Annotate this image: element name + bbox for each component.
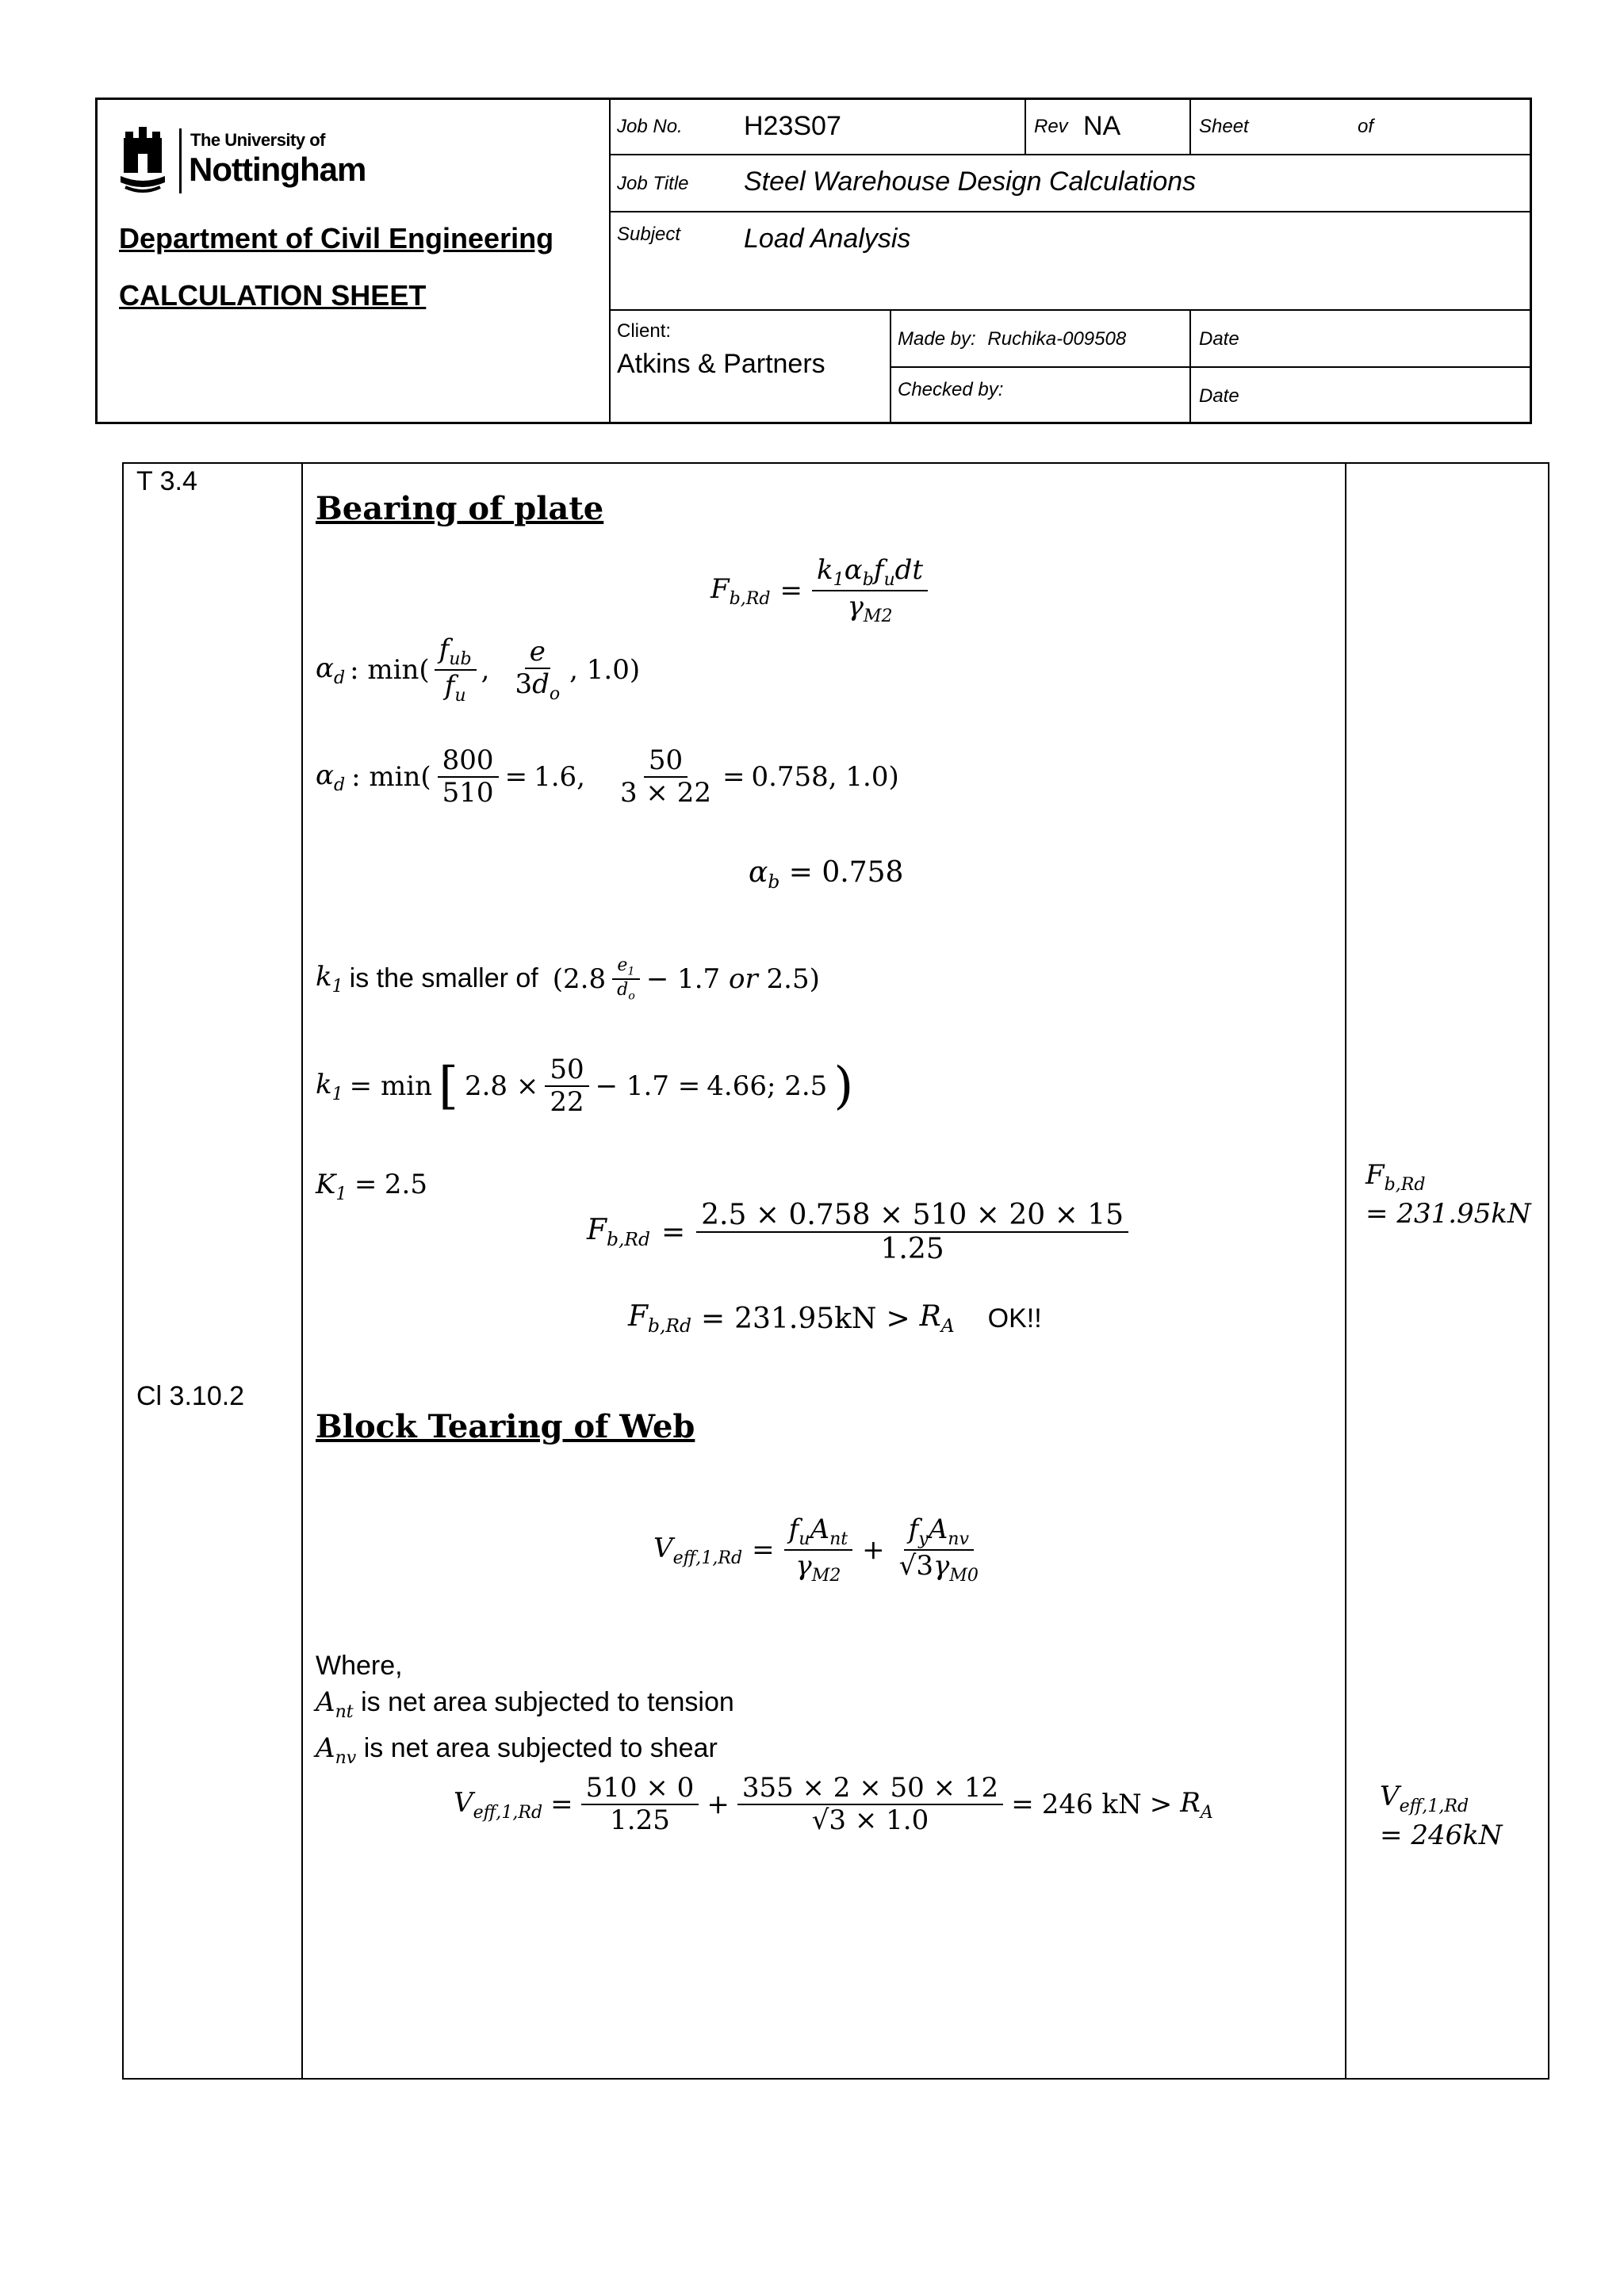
- sheet-label: Sheet: [1199, 116, 1249, 137]
- fbrd-result-line: $F_{b,Rd}$ = 231.95kN > $R_A$ OK!!: [628, 1300, 1042, 1337]
- date-label-2: Date: [1199, 385, 1239, 407]
- bearing-heading: Bearing of plate: [316, 490, 604, 527]
- client-value: Atkins & Partners: [617, 349, 825, 379]
- rev-value: NA: [1083, 111, 1121, 141]
- logo-divider: [179, 128, 182, 193]
- result-fbrd-value: 231.95kN: [1396, 1197, 1531, 1230]
- ok-label: OK!!: [987, 1303, 1042, 1334]
- job-no-value: H23S07: [744, 111, 841, 141]
- header-row-line-1: [609, 154, 1532, 155]
- ant-description: is net area subjected to tension: [361, 1687, 734, 1717]
- k1-definition: $k_1$ is the smaller of (2.8 $\frac{e_1}{d_o}$ − 1.7 or 2.5): [316, 955, 820, 1003]
- made-by-field: [898, 328, 1126, 350]
- K1-number: 2.5: [384, 1169, 427, 1200]
- result-fbrd: $F_{b,Rd}$ = 231.95kN: [1365, 1159, 1531, 1230]
- k1-min-result: 4.66; 2.5: [707, 1070, 828, 1103]
- header-col-rev: [1025, 98, 1026, 155]
- alpha-d-numeric: $\alpha_d$ : min( $\frac{800}{510}$ = 1.6, $\frac{50}{3 \times 22}$ = 0.758, 1.0): [316, 744, 899, 809]
- alpha-d-ratio-2: 0.758, 1.0): [751, 761, 899, 794]
- logo-line1: The University of: [190, 130, 325, 150]
- alpha-b-value: $\alpha_b = 0.758$: [749, 856, 904, 894]
- k1-calc: $k_1$ = min [ 2.8 × $\frac{50}{22}$ − 1.7 = 4.66; 2.5 ): [316, 1054, 854, 1119]
- veff-term1-den: 1.25: [610, 1804, 670, 1837]
- alpha-d-ratio-1: 1.6,: [534, 761, 585, 794]
- castle-crest-icon: [119, 127, 167, 195]
- result-veff-value: 246kN: [1411, 1819, 1503, 1851]
- job-title-label: Job Title: [617, 173, 689, 194]
- fbrd-substitution: $F_{b,Rd}$ = $\frac{2.5 \times 0.758 \times 510 \times 20 \times 15}{1.25}$: [587, 1199, 1128, 1266]
- header-divider: [609, 98, 611, 424]
- where-label: Where,: [316, 1651, 403, 1681]
- veff-result-inline: 246 kN: [1041, 1789, 1142, 1821]
- made-by-value: Ruchika-009508: [987, 328, 1127, 350]
- ref-cl3102: Cl 3.10.2: [136, 1381, 245, 1411]
- job-title-value: Steel Warehouse Design Calculations: [744, 166, 1197, 197]
- job-no-label: Job No.: [617, 116, 683, 137]
- header-col-date: [1189, 309, 1191, 424]
- ref-t34: T 3.4: [136, 466, 197, 496]
- veff-term2-den: × 1.0: [854, 1804, 929, 1837]
- rev-label: Rev: [1034, 116, 1068, 137]
- calc-col-ref: [301, 462, 303, 2080]
- anv-description: is net area subjected to shear: [363, 1732, 718, 1763]
- date-label-1: Date: [1199, 328, 1239, 350]
- veff-term1-num: 510 × 0: [581, 1773, 699, 1805]
- result-veff: $V_{eff,1,Rd}$ = 246kN: [1380, 1781, 1503, 1851]
- header-col-made: [890, 309, 891, 424]
- veff-substitution: $V_{eff,1,Rd}$ = $\frac{510 \times 0}{1.25}$ + $\frac{355 \times 2 \times 50 \times 12}{√3 \times 1.0}$ = 246 kN > $R_A$: [454, 1772, 1213, 1837]
- department-title: Department of Civil Engineering: [119, 222, 554, 254]
- checked-by-label: Checked by:: [898, 379, 1004, 400]
- veff-formula: $V_{eff,1,Rd}$ = $\frac{f_uA_{nt}}{\gamma_{M2}}$ + $\frac{f_yA_{nv}}{√3\gamma_{M0}}$: [653, 1513, 979, 1586]
- header-row-line-4: [890, 366, 1532, 368]
- calc-col-result: [1345, 462, 1346, 2080]
- K1-value: $K_1 = 2.5$: [316, 1169, 427, 1204]
- sheet-type-title: CALCULATION SHEET: [119, 279, 427, 312]
- client-label: Client:: [617, 320, 672, 342]
- fbrd-formula: $F_{b,Rd}$ = $\frac{k_1\alpha_bf_udt}{\gamma_{M2}}$: [710, 555, 928, 626]
- alpha-b-number: 0.758: [822, 856, 904, 889]
- fbrd-numerator: 2.5 × 0.758 × 510 × 20 × 15: [696, 1199, 1128, 1233]
- k1-text: is the smaller of: [349, 963, 538, 994]
- subject-value: Load Analysis: [744, 224, 911, 254]
- fbrd-result: 231.95kN: [734, 1302, 877, 1335]
- header-row-line-3: [609, 309, 1532, 311]
- alpha-d-general: $\alpha_d$ : min( $\frac{f_{ub}}{f_u}$ , $\frac{e}{3d_o}$ , 1.0): [316, 633, 641, 706]
- block-tearing-heading: Block Tearing of Web: [316, 1408, 695, 1445]
- veff-term2-num: 355 × 2 × 50 × 12: [737, 1773, 1003, 1805]
- made-by-label: Made by:: [898, 328, 976, 350]
- fbrd-denominator: 1.25: [880, 1233, 944, 1266]
- university-logo: [119, 127, 365, 198]
- subject-label: Subject: [617, 224, 681, 245]
- where-block: Where, $A_{nt}$ is net area subjected to tension $A_{nv}$ is net area subjected to shear: [316, 1647, 734, 1776]
- logo-line2: Nottingham: [189, 151, 366, 188]
- of-label: of: [1358, 116, 1374, 137]
- header-col-sheet: [1189, 98, 1191, 155]
- header-row-line-2: [609, 211, 1532, 212]
